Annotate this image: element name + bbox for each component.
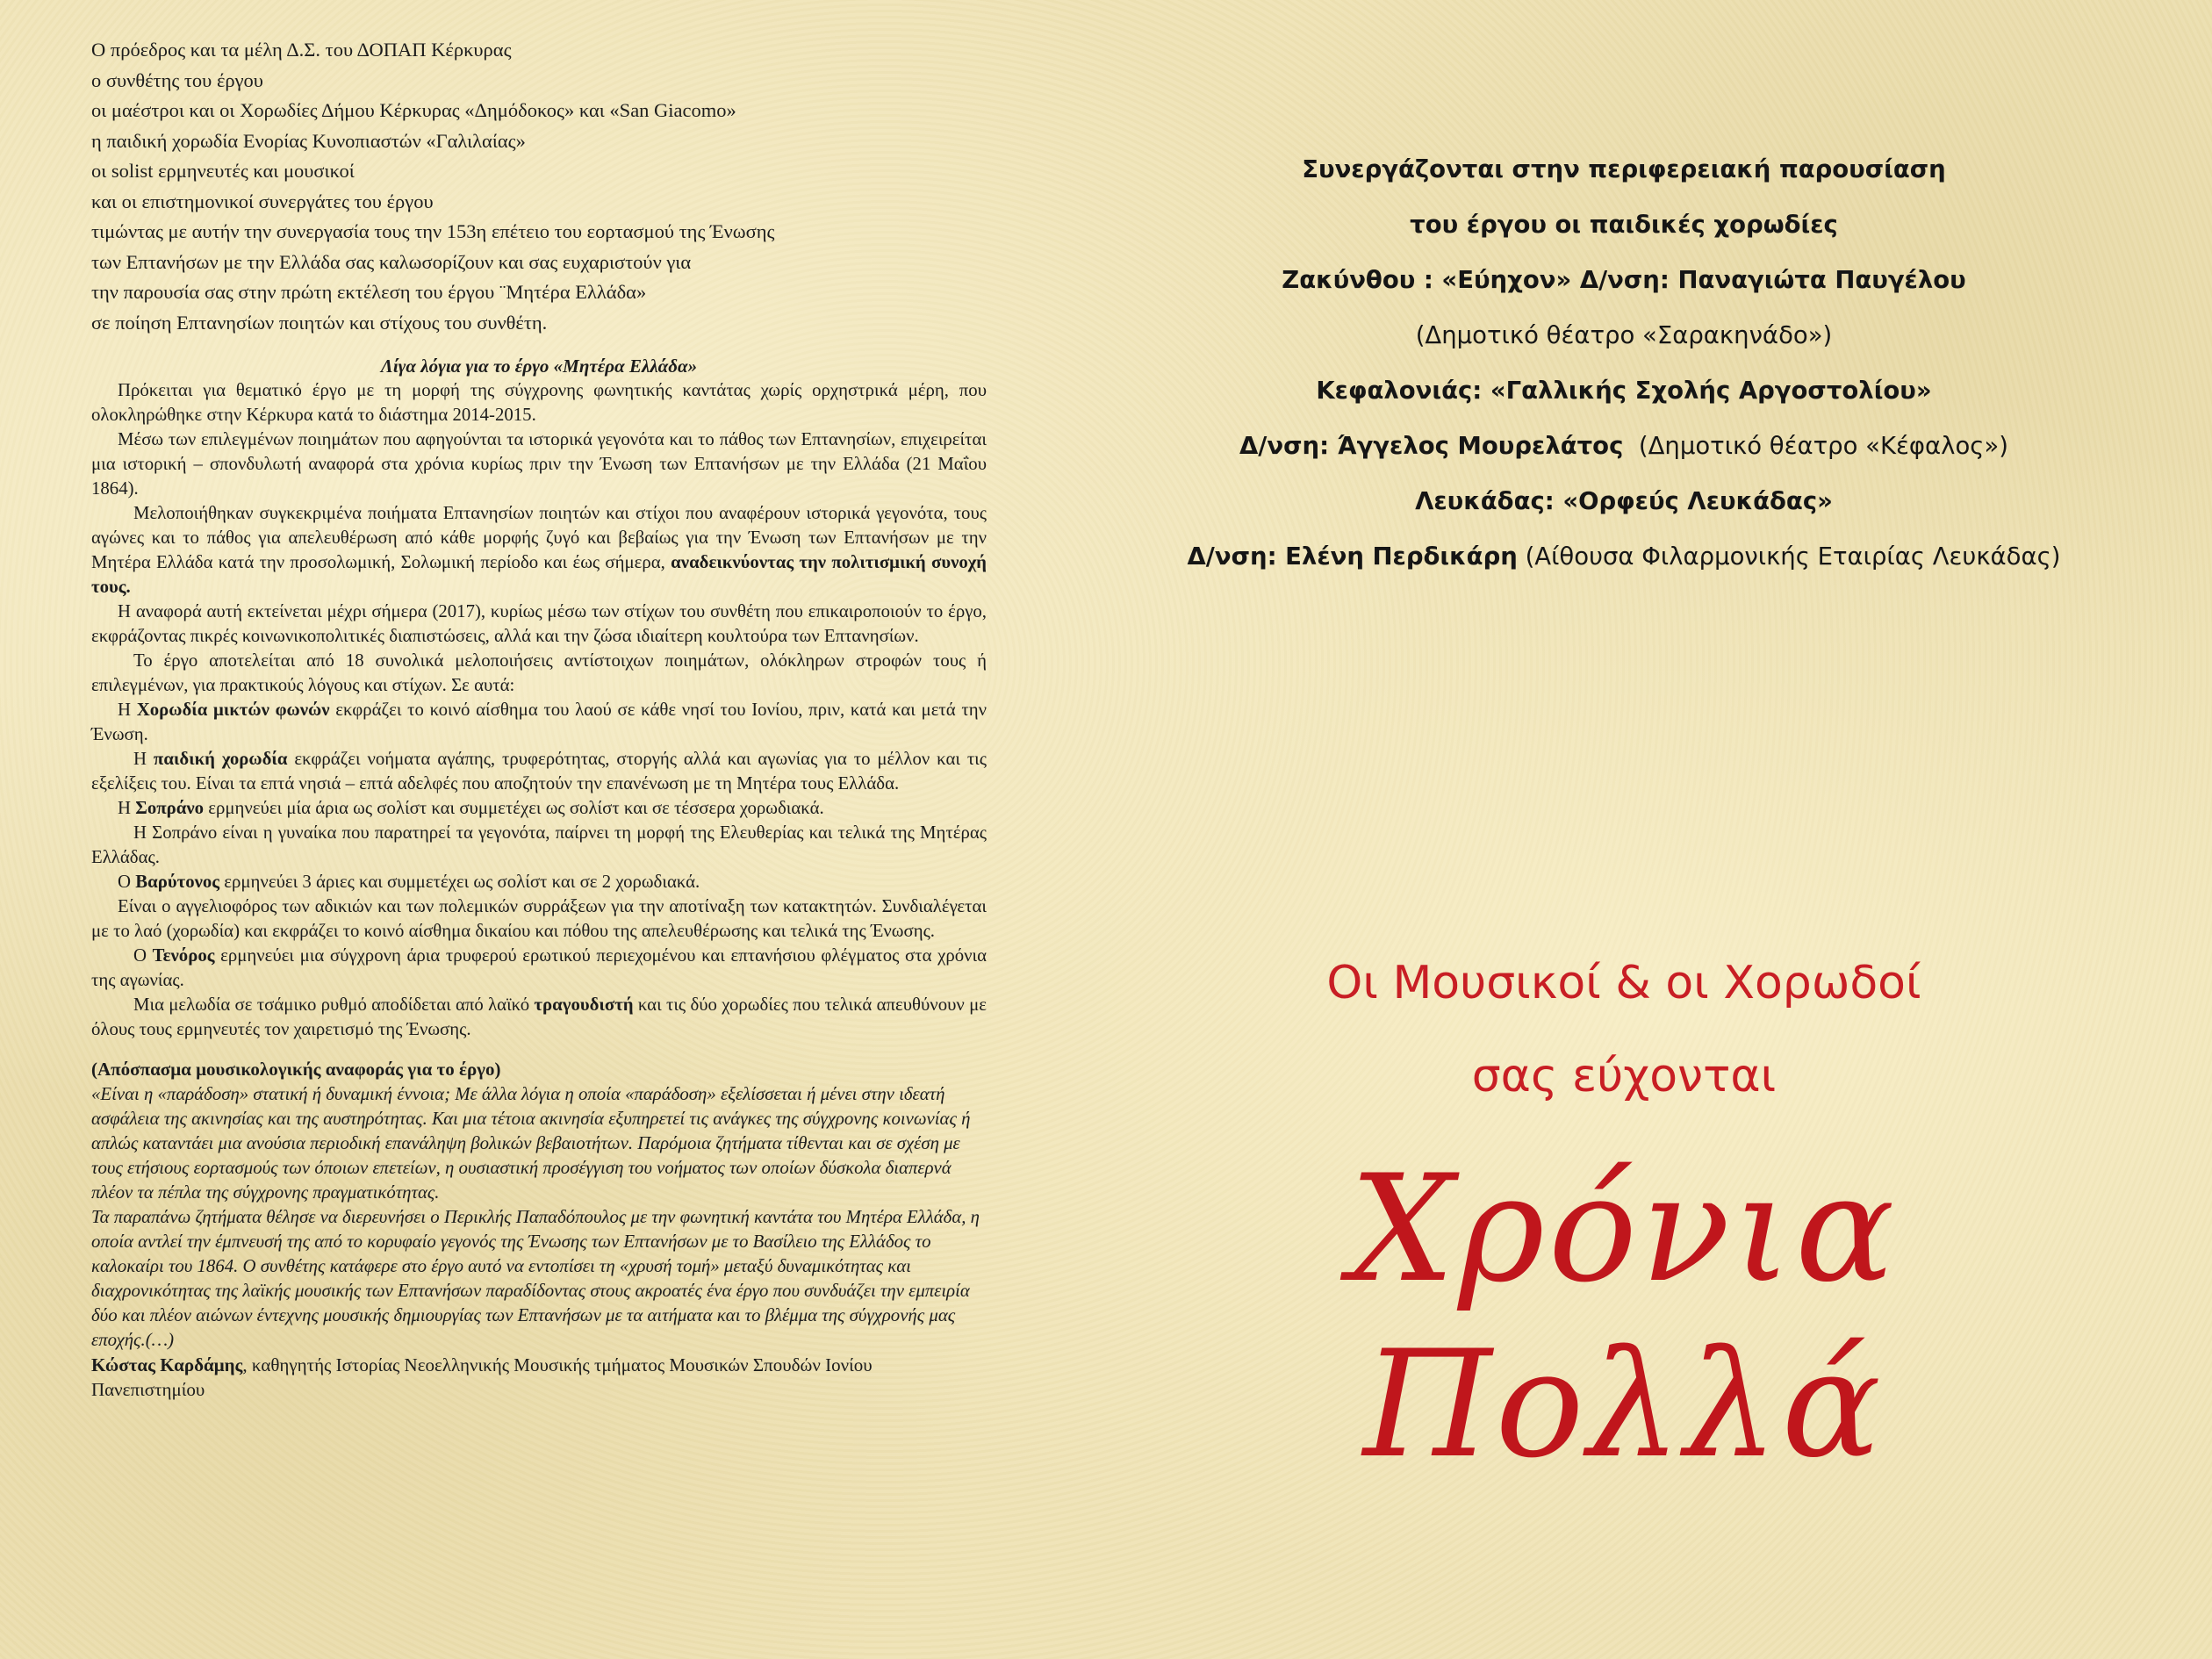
- credits-venue: (Δημοτικό θέατρο «Κέφαλος»): [1623, 432, 2008, 460]
- paragraph-text: Μια μελωδία σε τσάμικο ρυθμό αποδίδεται από λαϊκό: [133, 995, 530, 1015]
- intro-line: και οι επιστημονικοί συνεργάτες του έργου: [91, 190, 434, 212]
- paragraph-emphasis: Βαρύτονος: [135, 872, 220, 892]
- credits-text: Συνεργάζονται στην περιφερειακή παρουσίαση: [1302, 155, 1946, 183]
- credits-text: Λευκάδας: «Ορφεύς Λευκάδας»: [1415, 487, 1833, 515]
- credits-line: [1141, 253, 2107, 308]
- wish-line-1: Οι Μουσικοί & οι Χορωδοί: [1326, 957, 1921, 1009]
- paragraph-emphasis: Τενόρος: [152, 945, 215, 966]
- paragraph-emphasis: αναδεικνύοντας την πολιτισμική συνοχή τους.: [91, 552, 987, 597]
- credits-text: του έργου οι παιδικές χορωδίες: [1410, 211, 1838, 239]
- paragraph-emphasis: τραγουδιστή: [534, 995, 634, 1015]
- excerpt-title: (Απόσπασμα μουσικολογικής αναφοράς για το έργο): [91, 1059, 501, 1080]
- credits-line: [1141, 142, 2107, 198]
- work-description: [91, 378, 987, 1042]
- paragraph: [91, 698, 987, 747]
- author-role: , καθηγητής Ιστορίας Νεοελληνικής Μουσικής τμήματος Μουσικών Σπουδών Ιονίου Πανεπιστημίου: [91, 1354, 873, 1400]
- paragraph: [91, 796, 987, 821]
- author-credit: [91, 1353, 987, 1402]
- intro-line: σε ποίηση Επτανησίων ποιητών και στίχους του συνθέτη.: [91, 311, 548, 334]
- intro-line: Ο πρόεδρος και τα μέλη Δ.Σ. του ΔΟΠΑΠ Κέρκυρας: [91, 39, 512, 61]
- credits-text: Ζακύνθου : «Εύηχον» Δ/νση: Παναγιώτα Παυγέλου: [1282, 266, 1966, 294]
- intro-list: [91, 35, 987, 338]
- paragraph-text: Η: [118, 798, 132, 818]
- credits-text: Δ/νση: Ελένη Περδικάρη: [1187, 542, 1518, 571]
- paragraph: Το έργο αποτελείται από 18 συνολικά μελοποιήσεις αντίστοιχων ποιημάτων, ολόκληρων στροφών τους ή επιλεγμένων, για πρακτικούς λόγους και στίχων. Σε αυτά:: [91, 650, 987, 695]
- credits-line: [1141, 474, 2107, 529]
- paragraph: Η αναφορά αυτή εκτείνεται μέχρι σήμερα (2017), κυρίως μέσω των στίχων του συνθέτη που επικαιροποιούν το έργο, εκφράζοντας πικρές κοινωνικοπολιτικές διαπιστώσεις, αλλά και την ζώσα ιδιαίτερη κουλτούρα των Επτανησίων.: [91, 601, 987, 646]
- credits-line: [1141, 529, 2107, 585]
- intro-line: τιμώντας με αυτήν την συνεργασία τους την 153η επέτειο του εορτασμού της Ένωσης: [91, 220, 775, 242]
- paragraph: Μέσω των επιλεγμένων ποιημάτων που αφηγούνται τα ιστορικά γεγονότα και το πάθος των Επτανησίων, επιχειρείται μια ιστορική – σπονδυλωτή αναφορά στα χρόνια κυρίως πριν την Ένωση των Επτανήσων με την Ελλάδα (21 Μαΐου 1864).: [91, 429, 987, 499]
- paragraph: [91, 944, 987, 993]
- excerpt-paragraph: Τα παραπάνω ζητήματα θέλησε να διερευνήσει ο Περικλής Παπαδόπουλος με την φωνητική καντάτα του Μητέρα Ελλάδα, η οποία αντλεί την έμπνευσή της από το κορυφαίο γεγονός της Ένωσης των Επτανήσων με το Βασίλειο της Ελλάδος το καλοκαίρι του 1864. Ο συνθέτης κατάφερε στο έργο αυτό να εντοπίσει τη «χρυσή τομή» μεταξύ δυναμικότητας και διαχρονικότητας της λαϊκής μουσικής των Επτανήσων παραδίδοντας στους ακροατές ένα έργο που συνδυάζει την εμπειρία δύο και πλέον αιώνων έντεχνης μουσικής δημιουργίας των Επτανήσων με τα αιτήματα και το βλέμμα της σύγχρονής μας εποχής.(…): [91, 1207, 980, 1350]
- credits-line: [1141, 198, 2107, 253]
- credits-text: Δ/νση: Άγγελος Μουρελάτος: [1239, 432, 1624, 460]
- paragraph: Η Σοπράνο είναι η γυναίκα που παρατηρεί τα γεγονότα, παίρνει τη μορφή της Ελευθερίας και τελικά της Μητέρας Ελλάδας.: [91, 822, 987, 867]
- paragraph-text: εκφράζει το κοινό αίσθημα του λαού σε κάθε νησί του Ιονίου, πριν, κατά και μετά την Ένωση.: [91, 700, 988, 744]
- paragraph: [91, 501, 987, 600]
- greeting-title: Χρόνια Πολλά: [1349, 1143, 1899, 1490]
- intro-line: η παιδική χορωδία Ενορίας Κυνοπιαστών «Γαλιλαίας»: [91, 129, 526, 152]
- paragraph-emphasis: παιδική χορωδία: [153, 749, 288, 769]
- credits-line: (Δημοτικό θέατρο «Σαρακηνάδο»): [1415, 321, 1833, 349]
- paragraph: [91, 870, 987, 894]
- intro-line: οι solist ερμηνευτές και μουσικοί: [91, 160, 355, 182]
- paragraph-emphasis: Χορωδία μικτών φωνών: [136, 700, 330, 720]
- paragraph: Είναι ο αγγελιοφόρος των αδικιών και των πολεμικών συρράξεων για την αποτίναξη των κατακτητών. Συνδιαλέγεται με το λαό (χορωδία) και εκφράζει το κοινό αίσθημα δικαίου και πόθου της απελευθέρωσης και τελικά της Ένωσης.: [91, 896, 987, 941]
- intro-line: οι μαέστροι και οι Χορωδίες Δήμου Κέρκυρας «Δημόδοκος» και «San Giacomo»: [91, 99, 736, 121]
- paragraph-text: και τις δύο χορωδίες που τελικά απευθύνουν με όλους τους ερμηνευτές τον χαιρετισμό της Ένωσης.: [91, 995, 987, 1039]
- paragraph-text: Μελοποιήθηκαν συγκεκριμένα ποιήματα Επτανησίων ποιητών και στίχοι που αναφέρουν ιστορικά γεγονότα, τους αγώνες και το πάθος για απελευθέρωση από κάθε μορφής ζυγό και βεβαίως για την Ένωση των Επτανήσων με την Μητέρα Ελλάδα κατά την προσολωμική, Σολωμική περίοδο και έως σήμερα,: [91, 503, 987, 572]
- paragraph-text: Η: [133, 749, 147, 769]
- paragraph-text: Η: [118, 700, 132, 720]
- right-page-credits: [1141, 142, 2107, 585]
- paragraph-emphasis: Σοπράνο: [135, 798, 205, 818]
- intro-line: των Επτανήσων με την Ελλάδα σας καλωσορίζουν και σας ευχαριστούν για: [91, 250, 692, 273]
- paragraph-text: ερμηνεύει μία άρια ως σολίστ και συμμετέχει ως σολίστ και σε τέσσερα χορωδιακά.: [208, 798, 824, 818]
- credits-text: Κεφαλονιάς: «Γαλλικής Σχολής Αργοστολίου»: [1316, 377, 1932, 405]
- intro-line: την παρουσία σας στην πρώτη εκτέλεση του έργου ¨Μητέρα Ελλάδα»: [91, 281, 647, 303]
- credits-line: [1141, 419, 2107, 474]
- credits-line: [1141, 363, 2107, 419]
- credits-venue: (Αίθουσα Φιλαρμονικής Εταιρίας Λευκάδας): [1517, 542, 2061, 571]
- paragraph-text: ερμηνεύει 3 άριες και συμμετέχει ως σολίστ και σε 2 χορωδιακά.: [224, 872, 700, 892]
- intro-line: ο συνθέτης του έργου: [91, 68, 263, 91]
- paragraph: [91, 993, 987, 1042]
- paragraph-text: Ο: [118, 872, 132, 892]
- paragraph: [91, 747, 987, 796]
- work-heading: Λίγα λόγια για το έργο «Μητέρα Ελλάδα»: [380, 356, 698, 377]
- paragraph: Πρόκειται για θεματικό έργο με τη μορφή της σύγχρονης φωνητικής καντάτας χωρίς ορχηστρικά μέρη, που ολοκληρώθηκε στην Κέρκυρα κατά το διάστημα 2014-2015.: [91, 380, 987, 425]
- paragraph-text: ερμηνεύει μια σύγχρονη άρια τρυφερού ερωτικού περιεχομένου και επτανήσιου φλέγματος στα χρόνια της αγωνίας.: [91, 945, 987, 990]
- left-page: [91, 35, 987, 1402]
- excerpt: [91, 1082, 987, 1353]
- paragraph-text: Ο: [133, 945, 147, 966]
- wish-line-2: σας εύχονται: [1471, 1050, 1777, 1102]
- paragraph-text: εκφράζει νοήματα αγάπης, τρυφερότητας, στοργής αλλά και αγωνίας για το μέλλον και τις εξελίξεις του. Είναι τα επτά νησιά – επτά αδελφές που αποζητούν την επανένωση με τη Μητέρα τους Ελλάδα.: [91, 749, 988, 794]
- author-name: Κώστας Καρδάμης: [91, 1354, 243, 1375]
- excerpt-paragraph: «Είναι η «παράδοση» στατική ή δυναμική έννοια; Με άλλα λόγια η οποία «παράδοση» εξελίσσεται ή μένει στην ιδεατή ασφάλεια της ακινησίας και της αυστηρότητας. Και μια τέτοια ακινησία εξυπηρετεί τις ανάγκες της σύγχρονης κοινωνίας ή απλώς καταντάει μια ανούσια περιοδική επανάληψη βολικών βεβαιοτήτων. Παρόμοια ζητήματα τίθενται και σε σχέση με τους ετήσιους εορτασμούς των όποιων επετείων, η ουσιαστική προσέγγιση του νοήματος των οποίων δύσκολα διαπερνά πλέον τα πέπλα της σύγχρονης πραγματικότητας.: [91, 1084, 971, 1203]
